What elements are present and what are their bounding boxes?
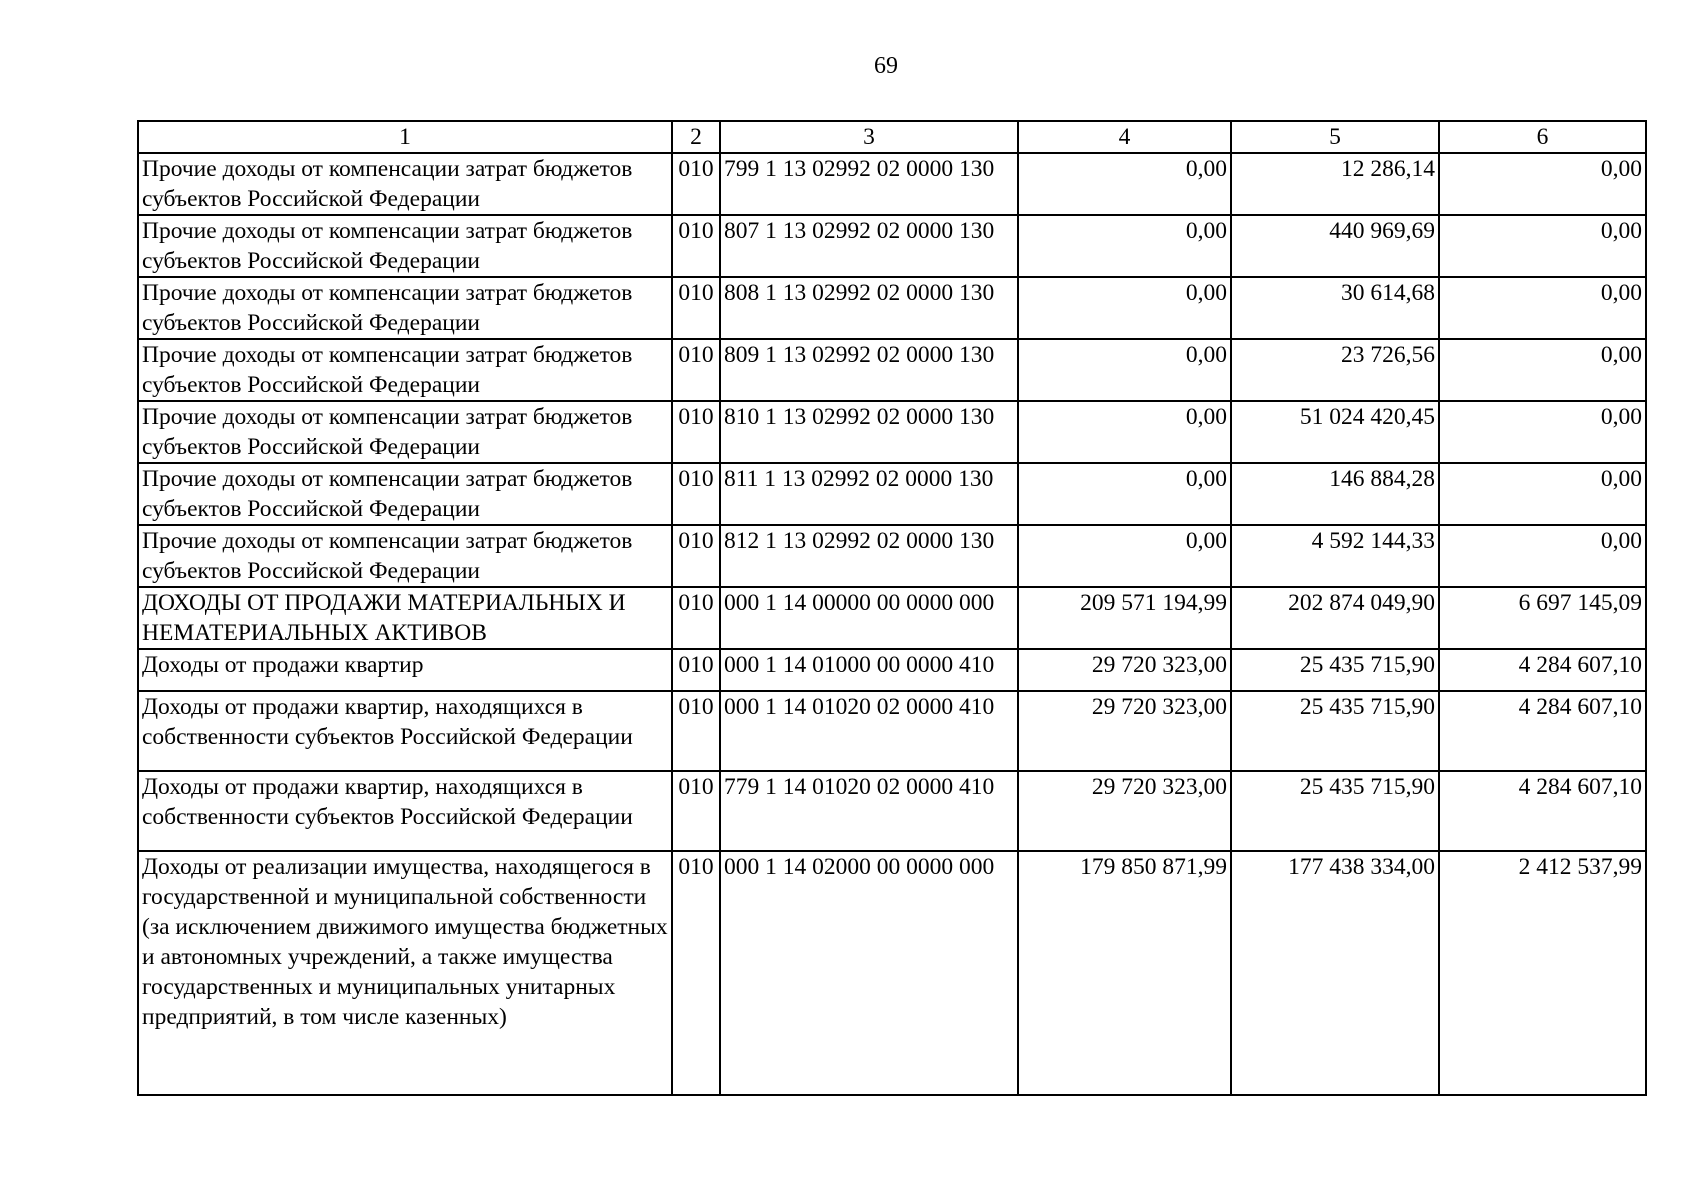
row-col-4: 0,00 [1018,525,1231,587]
row-budget-code: 000 1 14 01020 02 0000 410 [720,691,1018,771]
table-row [138,401,1646,463]
row-name: Прочие доходы от компенсации затрат бюджетов субъектов Российской Федерации [138,277,672,339]
row-col-4: 0,00 [1018,153,1231,215]
row-col-5: 30 614,68 [1231,277,1439,339]
row-budget-code: 779 1 14 01020 02 0000 410 [720,771,1018,851]
row-line-code: 010 [672,153,720,215]
row-line-code: 010 [672,463,720,525]
row-line-code: 010 [672,771,720,851]
table-row [138,215,1646,277]
row-name: Доходы от продажи квартир, находящихся в собственности субъектов Российской Федерации [138,691,672,771]
row-line-code: 010 [672,649,720,691]
row-line-code: 010 [672,401,720,463]
row-budget-code: 000 1 14 00000 00 0000 000 [720,587,1018,649]
row-col-4: 0,00 [1018,463,1231,525]
row-line-code: 010 [672,525,720,587]
row-line-code: 010 [672,851,720,1095]
row-col-5: 23 726,56 [1231,339,1439,401]
header-col-6: 6 [1439,121,1646,153]
row-line-code: 010 [672,339,720,401]
row-name: Доходы от реализации имущества, находящегося в государственной и муниципальной собственности (за исключением движимого имущества бюджетных и автономных учреждений, а также имущества государственных и муниципальных унитарных предприятий, в том числе казенных) [138,851,672,1095]
row-name: Доходы от продажи квартир, находящихся в собственности субъектов Российской Федерации [138,771,672,851]
row-col-6: 6 697 145,09 [1439,587,1646,649]
row-col-5: 25 435 715,90 [1231,771,1439,851]
row-line-code: 010 [672,691,720,771]
row-col-4: 29 720 323,00 [1018,771,1231,851]
row-col-5: 146 884,28 [1231,463,1439,525]
table-row [138,277,1646,339]
row-col-5: 51 024 420,45 [1231,401,1439,463]
row-col-6: 0,00 [1439,401,1646,463]
header-col-3: 3 [720,121,1018,153]
row-col-4: 29 720 323,00 [1018,691,1231,771]
row-col-5: 25 435 715,90 [1231,649,1439,691]
table-row [138,691,1646,771]
row-line-code: 010 [672,277,720,339]
row-name: Доходы от продажи квартир [138,649,672,691]
row-name: Прочие доходы от компенсации затрат бюджетов субъектов Российской Федерации [138,339,672,401]
row-col-4: 179 850 871,99 [1018,851,1231,1095]
table-row [138,851,1646,1095]
row-col-6: 0,00 [1439,463,1646,525]
row-budget-code: 812 1 13 02992 02 0000 130 [720,525,1018,587]
row-budget-code: 000 1 14 01000 00 0000 410 [720,649,1018,691]
header-col-5: 5 [1231,121,1439,153]
row-name: Прочие доходы от компенсации затрат бюджетов субъектов Российской Федерации [138,215,672,277]
row-budget-code: 811 1 13 02992 02 0000 130 [720,463,1018,525]
row-name: Прочие доходы от компенсации затрат бюджетов субъектов Российской Федерации [138,525,672,587]
row-col-5: 12 286,14 [1231,153,1439,215]
row-name: Прочие доходы от компенсации затрат бюджетов субъектов Российской Федерации [138,463,672,525]
row-col-4: 209 571 194,99 [1018,587,1231,649]
row-col-4: 0,00 [1018,277,1231,339]
row-budget-code: 000 1 14 02000 00 0000 000 [720,851,1018,1095]
row-line-code: 010 [672,587,720,649]
row-col-6: 0,00 [1439,339,1646,401]
row-col-6: 4 284 607,10 [1439,649,1646,691]
row-col-4: 0,00 [1018,401,1231,463]
table-row [138,587,1646,649]
row-col-5: 4 592 144,33 [1231,525,1439,587]
row-col-6: 0,00 [1439,525,1646,587]
row-budget-code: 810 1 13 02992 02 0000 130 [720,401,1018,463]
table-row [138,463,1646,525]
table-row [138,339,1646,401]
row-budget-code: 808 1 13 02992 02 0000 130 [720,277,1018,339]
row-name: Прочие доходы от компенсации затрат бюджетов субъектов Российской Федерации [138,401,672,463]
revenue-table [137,120,1647,1096]
row-col-6: 4 284 607,10 [1439,771,1646,851]
row-col-6: 0,00 [1439,277,1646,339]
row-budget-code: 809 1 13 02992 02 0000 130 [720,339,1018,401]
header-col-1: 1 [138,121,672,153]
table-header-row [138,121,1646,153]
row-col-6: 4 284 607,10 [1439,691,1646,771]
row-col-5: 202 874 049,90 [1231,587,1439,649]
row-col-6: 0,00 [1439,215,1646,277]
row-budget-code: 807 1 13 02992 02 0000 130 [720,215,1018,277]
row-line-code: 010 [672,215,720,277]
header-col-4: 4 [1018,121,1231,153]
row-name: ДОХОДЫ ОТ ПРОДАЖИ МАТЕРИАЛЬНЫХ И НЕМАТЕРИАЛЬНЫХ АКТИВОВ [138,587,672,649]
row-col-5: 25 435 715,90 [1231,691,1439,771]
row-col-4: 0,00 [1018,339,1231,401]
table-row [138,525,1646,587]
row-col-5: 177 438 334,00 [1231,851,1439,1095]
row-col-6: 2 412 537,99 [1439,851,1646,1095]
page-number: 69 [874,53,898,79]
table-row [138,153,1646,215]
table-row [138,649,1646,691]
row-name: Прочие доходы от компенсации затрат бюджетов субъектов Российской Федерации [138,153,672,215]
row-col-6: 0,00 [1439,153,1646,215]
row-col-4: 29 720 323,00 [1018,649,1231,691]
table-row [138,771,1646,851]
header-col-2: 2 [672,121,720,153]
row-budget-code: 799 1 13 02992 02 0000 130 [720,153,1018,215]
row-col-5: 440 969,69 [1231,215,1439,277]
row-col-4: 0,00 [1018,215,1231,277]
